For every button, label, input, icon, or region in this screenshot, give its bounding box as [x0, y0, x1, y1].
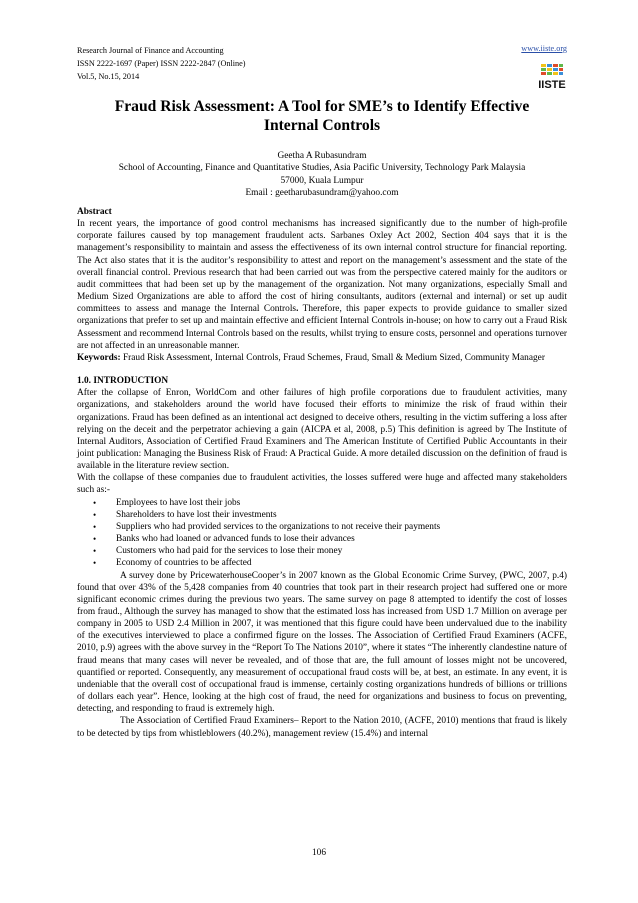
journal-url-link[interactable]: www.iiste.org — [521, 44, 567, 53]
author-block — [70, 150, 574, 200]
journal-issn: ISSN 2222-1697 (Paper) ISSN 2222-2847 (Online) — [77, 59, 246, 68]
author-city: 57000, Kuala Lumpur — [280, 175, 364, 186]
intro-paragraph-2: With the collapse of these companies due to fraudulent activities, the losses suffered were huge and affected many stakeholders such as:- — [77, 473, 567, 496]
list-item: • Banks who had loaned or advanced funds to lose their advances — [77, 533, 567, 545]
journal-header — [77, 44, 567, 91]
list-item: • Economy of countries to be affected — [77, 557, 567, 569]
author-name: Geetha A Rubasundram — [277, 151, 367, 161]
journal-name: Research Journal of Finance and Accounting — [77, 46, 224, 55]
page-number: 106 — [311, 848, 326, 858]
title-line-2: Internal Controls — [263, 117, 381, 134]
keywords-label: Keywords: — [77, 352, 121, 363]
keywords-list: Fraud Risk Assessment, Internal Controls, Fraud Schemes, Fraud, Small & Medium Sized, Community Manager — [120, 352, 545, 363]
paper-title — [77, 97, 567, 135]
introduction-heading: 1.0. INTRODUCTION — [77, 376, 169, 387]
list-item: • Suppliers who had provided services to the organizations to not receive their payments — [77, 521, 567, 533]
journal-volume: Vol.5, No.15, 2014 — [77, 72, 140, 81]
iiste-logo-icon — [537, 61, 567, 91]
author-email: Email : geetharubasundram@yahoo.com — [245, 188, 399, 199]
list-item: • Employees to have lost their jobs — [77, 497, 567, 509]
abstract-bold-dot: . — [296, 304, 299, 315]
abstract-heading: Abstract — [77, 207, 112, 217]
intro-paragraph-3: A survey done by PricewaterhouseCooper’s in 2007 known as the Global Economic Crime Survey, (PWC, 2007, p.4) found that over 43% of the 5,428 companies from 40 countries that took part in their research project had suffered one or more significant economic crimes during the previous two years. The same survey on page 8 attempted to identify the cost of losses from fraud., Although the survey has managed to show that the estimated loss has increased from USD 1.7 Million on average per company in 2005 to USD 2.4 Million in 2007, it was mentioned that this figure could have been undervalued due to the inability of the executives interviewed to place a confirmed figure on the losses. The Association of Certified Fraud Examiners (ACFE, 2010, p.9) agrees with the above survey in the “Report To The Nations 2010”, where it states “The inherently clandestine nature of fraud means that many cases will never be revealed, and of those that are, the full amount of losses might not be uncovered, quantified or reported. Consequently, any measurement of occupational fraud costs will be, at best, an estimate. In any event, it is undeniable that the overall cost of occupational fraud is immense, certainly costing organizations hundreds of billions or trillions of dollars each year”. Hence, looking at the high cost of fraud, the need for organizations and business to focus on preventing, detecting, and responding to fraud is extremely high. — [77, 570, 567, 715]
abstract-text — [77, 218, 567, 352]
logo-text: IISTE — [538, 79, 566, 91]
list-item: • Shareholders to have lost their investments — [77, 509, 567, 521]
title-line-1: Fraud Risk Assessment: A Tool for SME’s to Identify Effective — [114, 98, 530, 115]
intro-paragraph-1: After the collapse of Enron, WorldCom and other failures of high profile corporations due to fraudulent activities, many organizations, and stakeholders around the world have focused their efforts to minimize the risk of fraud within their organizations. Fraud has been defined as an intentional act designed to deceive others, resulting in the victim suffering a loss after relying on the deceit and the perpetrator achieving a gain (AICPA et al, 2008, p.5) This definition is agreed by The Institute of Internal Auditors, Association of Certified Fraud Examiners and The American Institute of Certified Public Accountants in their joint publication: Managing the Business Risk of Fraud: A Practical Guide. A more detailed discussion on the definition of fraud is available in the literature review section. — [77, 388, 567, 472]
list-item: • Customers who had paid for the services to lose their money — [77, 545, 567, 557]
intro-paragraph-4: The Association of Certified Fraud Examiners– Report to the Nation 2010, (ACFE, 2010) mentions that fraud is likely to be detected by tips from whistleblowers (40.2%), management review (15.4%) and internal — [77, 716, 567, 739]
paper-body — [77, 206, 567, 740]
abstract-text-tail: Therefore, this paper expects to provide guidance to smaller sized organizations that prefer to set up and maintain effective and efficient Internal Controls in-house; on how to carry out a Fraud Risk Assessment and recommend Internal Controls based on the results, whilst trying to ensure costs, personnel and operations turnover are not affected in an unreasonable manner. — [77, 304, 567, 351]
stakeholder-list — [77, 497, 567, 570]
abstract-text-main: In recent years, the importance of good control mechanisms has increased significantly due to the number of high-profile corporate failures caused by top management fraudulent acts. Sarbanes Oxley Act 2002, Section 404 says that it is the management’s responsibility to maintain and assess the effectiveness of its own internal control structure for financial reporting. The Act also states that it is the auditor’s responsibility to attest and report on the management’s assessment and the state of the overall financial control. Previous research that had been carried out was from the perspective catered mainly for the auditors or audit committees that had been set up by the management of the organization. Not many organizations, especially Small and Medium Sized Organizations are able to afford the cost of hiring consultants, auditors (external and internal) or set up audit committees to assess and manage the Internal Controls — [77, 219, 567, 315]
keywords — [77, 352, 567, 364]
author-affiliation: School of Accounting, Finance and Quantitative Studies, Asia Pacific University, Technology Park Malaysia — [118, 163, 526, 174]
